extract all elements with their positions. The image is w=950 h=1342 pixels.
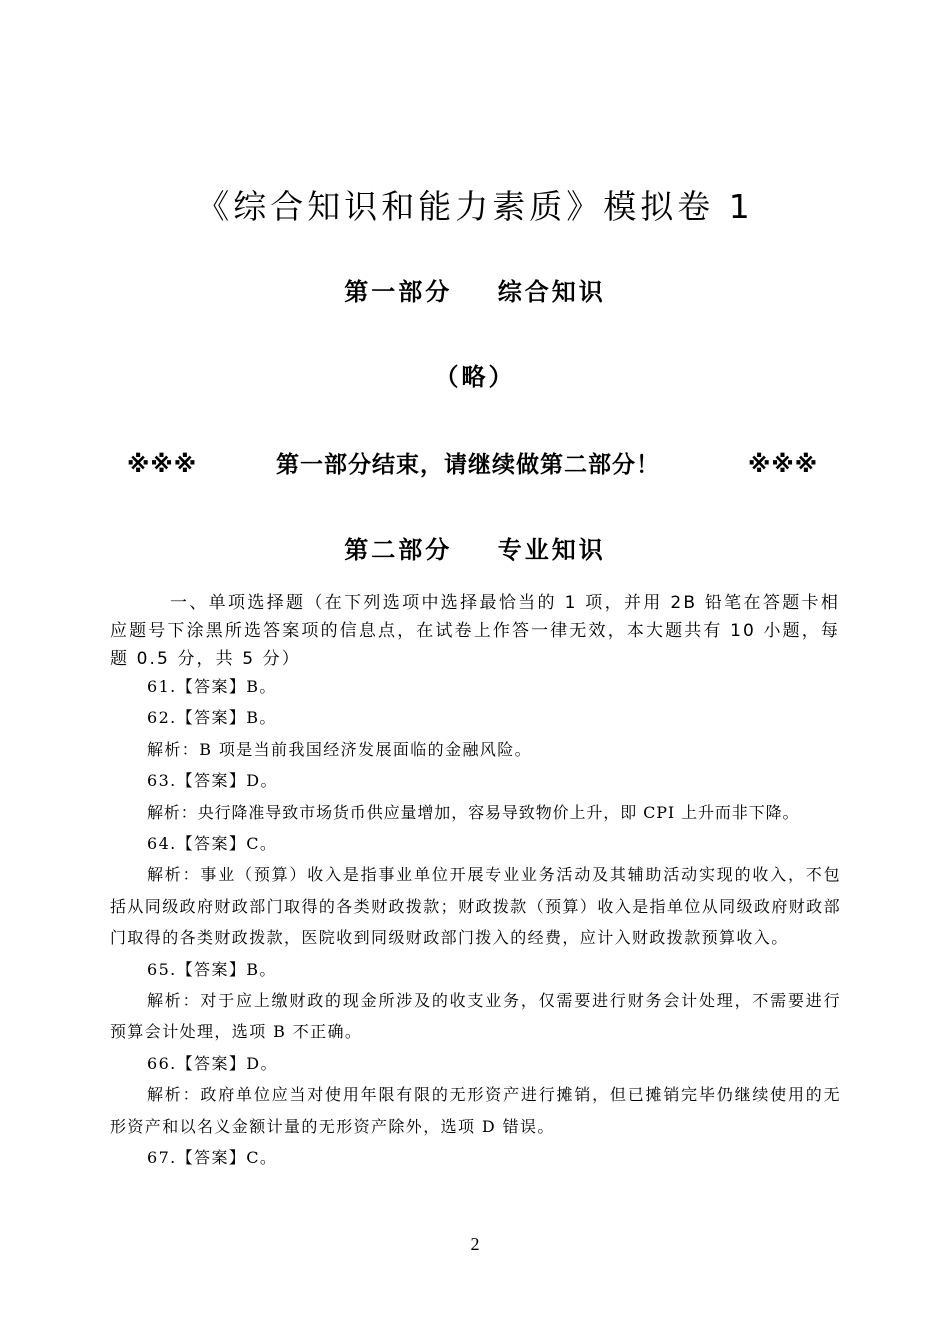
answer-line: 64.【答案】C。 bbox=[147, 834, 278, 854]
explanation-paragraph: 解析：事业（预算）收入是指事业单位开展专业业务活动及其辅助活动实现的收入，不包括从同级政府财政部门取得的各类财政拨款；财政拨款（预算）收入是指单位从同级政府财政部门取得的各类财政拨款，医院收到同级财政部门拨入的经费，应计入财政拨款预算收入。 bbox=[110, 865, 841, 948]
answer-line: 66.【答案】D。 bbox=[147, 1053, 278, 1073]
part1-end-notice bbox=[0, 448, 950, 482]
part1-end-text: 第一部分结束，请继续做第二部分！ bbox=[276, 452, 660, 478]
answer-line: 62.【答案】B。 bbox=[147, 708, 277, 728]
document-title: 《综合知识和能力素质》模拟卷 1 bbox=[196, 187, 754, 226]
part1-heading: 第一部分 综合知识 bbox=[344, 278, 606, 306]
answer-line: 65.【答案】B。 bbox=[147, 959, 277, 979]
part1-omitted-note: （略） bbox=[434, 363, 516, 391]
page-number: 2 bbox=[470, 1234, 480, 1254]
answer-line: 67.【答案】C。 bbox=[147, 1148, 278, 1168]
explanation-paragraph: 解析：央行降准导致市场货币供应量增加，容易导致物价上升，即 CPI 上升而非下降。 bbox=[147, 802, 800, 822]
section-intro: 一、单项选择题（在下列选项中选择最恰当的 1 项，并用 2B 铅笔在答题卡相应题号下涂黑所选答案项的信息点，在试卷上作答一律无效，本大题共有 10 小题，每题 0.5 分，共 5 分） bbox=[110, 593, 840, 669]
answer-line: 63.【答案】D。 bbox=[147, 771, 278, 791]
part2-heading: 第二部分 专业知识 bbox=[344, 536, 606, 564]
answer-list bbox=[110, 671, 841, 1174]
reference-mark-right: ※※※ bbox=[748, 452, 819, 478]
explanation-paragraph: 解析：政府单位应当对使用年限有限的无形资产进行摊销，但已摊销完毕仍继续使用的无形资产和以名义金额计量的无形资产除外，选项 D 错误。 bbox=[110, 1085, 841, 1136]
explanation-paragraph: 解析：B 项是当前我国经济发展面临的金融风险。 bbox=[147, 739, 533, 759]
explanation-paragraph: 解析：对于应上缴财政的现金所涉及的收支业务，仅需要进行财务会计处理，不需要进行预算会计处理，选项 B 不正确。 bbox=[110, 991, 841, 1042]
reference-mark-left: ※※※ bbox=[127, 452, 198, 478]
answer-line: 61.【答案】B。 bbox=[147, 677, 277, 696]
